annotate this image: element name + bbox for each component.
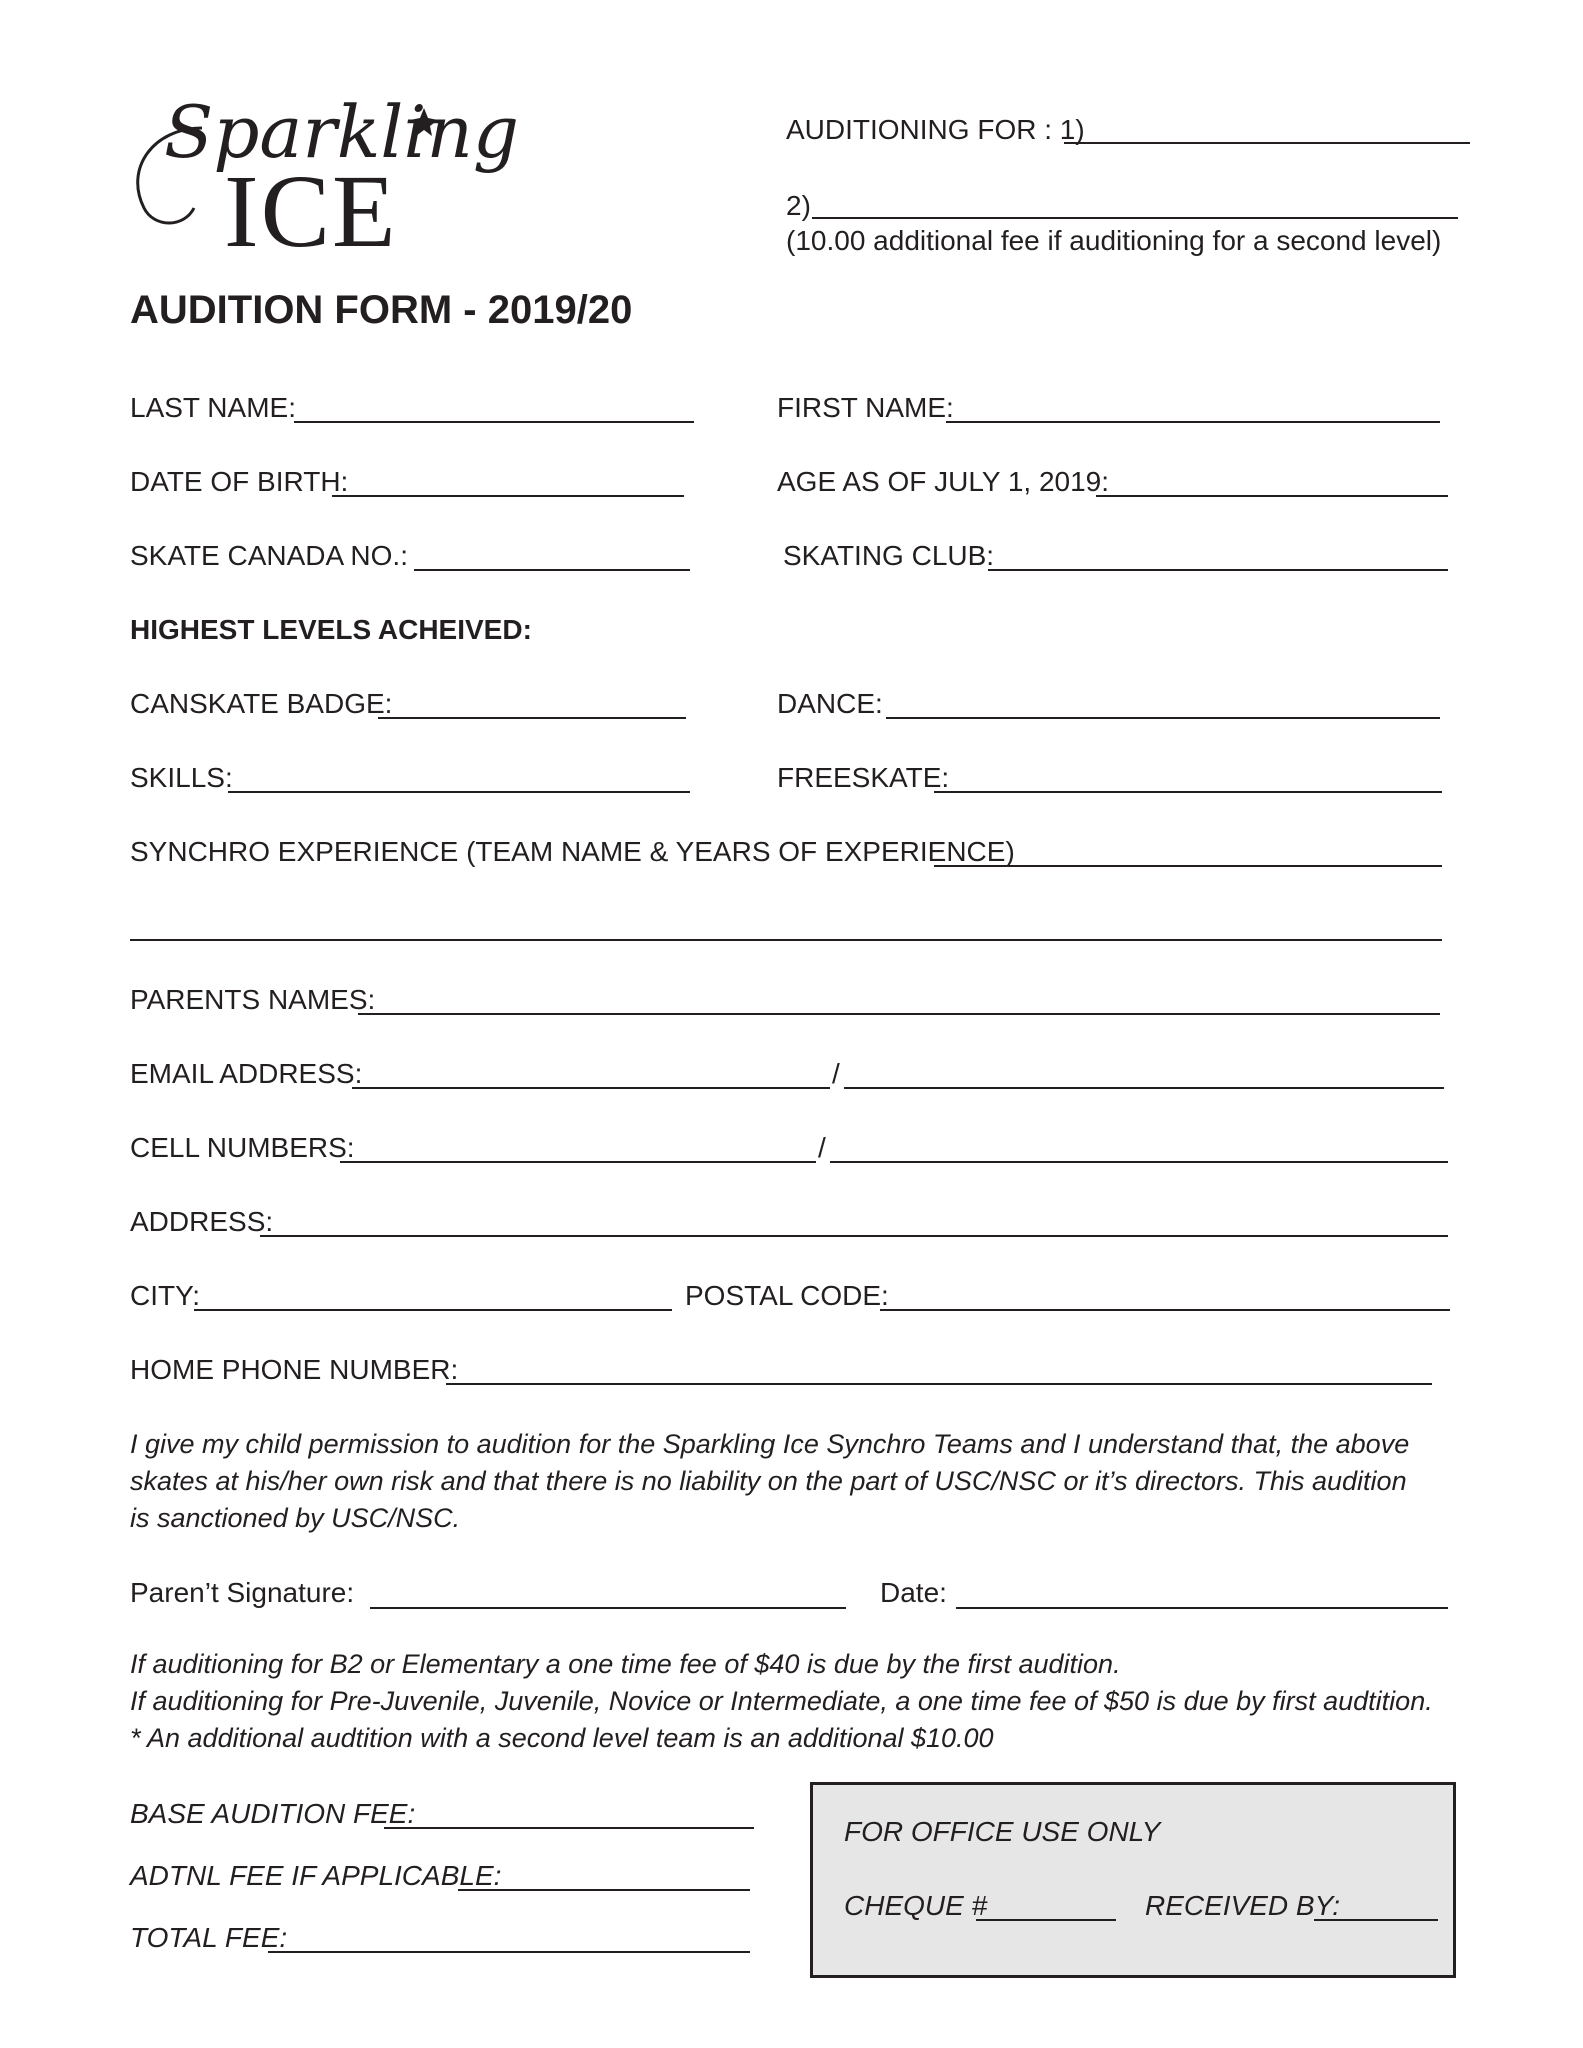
last-name-label: LAST NAME:: [130, 392, 296, 423]
logo-script-text: Sparkling: [164, 90, 519, 174]
freeskate-input[interactable]: [934, 760, 1450, 792]
skate-canada-label: SKATE CANADA NO.:: [130, 540, 408, 571]
city-label: CITY:: [130, 1280, 201, 1311]
office-use-title: FOR OFFICE USE ONLY: [844, 1816, 1161, 1847]
freeskate-label: FREESKATE:: [777, 762, 950, 793]
canskate-label: CANSKATE BADGE:: [130, 688, 393, 719]
fees-note-line-1: If auditioning for B2 or Elementary a one time fee of $40 is due by the first audition.: [130, 1649, 1121, 1679]
highest-levels-heading: HIGHEST LEVELS ACHEIVED:: [130, 614, 532, 645]
canskate-input[interactable]: [378, 686, 694, 718]
cheque-input[interactable]: [976, 1888, 1124, 1920]
first-name-label: FIRST NAME:: [777, 392, 954, 423]
fees-note-line-3: * An additional audtition with a second level team is an additional $10.00: [130, 1723, 994, 1753]
base-fee-input[interactable]: [384, 1796, 762, 1828]
cheque-label: CHEQUE #: [844, 1890, 988, 1921]
skate-canada-input[interactable]: [414, 538, 698, 570]
date-input[interactable]: [956, 1576, 1456, 1608]
auditioning-second-label: 2): [786, 190, 811, 221]
dob-label: DATE OF BIRTH:: [130, 466, 349, 497]
dance-label: DANCE:: [777, 688, 883, 719]
logo-ice-text: ICE: [224, 154, 398, 269]
date-label: Date:: [880, 1577, 947, 1608]
fees-note-line-2: If auditioning for Pre-Juvenile, Juvenile, Novice or Intermediate, a one time fee of $50 is due by first audtition.: [130, 1686, 1433, 1716]
form-title: AUDITION FORM - 2019/20: [130, 288, 633, 332]
signature-label: Paren’t Signature:: [130, 1577, 355, 1608]
email-input-2[interactable]: [844, 1056, 1452, 1088]
parents-names-label: PARENTS NAMES:: [130, 984, 376, 1015]
additional-fee-input[interactable]: [458, 1858, 758, 1890]
auditioning-for-input-1[interactable]: [1064, 110, 1478, 142]
signature-input[interactable]: [370, 1576, 854, 1608]
second-level-fee-note: (10.00 additional fee if auditioning for a second level): [786, 225, 1442, 256]
fees-note: [130, 1646, 1433, 1757]
email-input-1[interactable]: [352, 1056, 838, 1088]
skills-label: SKILLS:: [130, 762, 233, 793]
received-by-input[interactable]: [1314, 1888, 1446, 1920]
total-fee-label: TOTAL FEE:: [130, 1922, 288, 1953]
total-fee-input[interactable]: [268, 1920, 758, 1952]
home-phone-label: HOME PHONE NUMBER:: [130, 1354, 459, 1385]
email-label: EMAIL ADDRESS:: [130, 1058, 363, 1089]
postal-code-label: POSTAL CODE:: [685, 1280, 889, 1311]
base-fee-label: BASE AUDITION FEE:: [130, 1798, 416, 1829]
dob-input[interactable]: [332, 464, 692, 496]
synchro-input-1[interactable]: [934, 834, 1450, 866]
permission-line-1: I give my child permission to audition for the Sparkling Ice Synchro Teams and I understand that, the above: [130, 1429, 1410, 1459]
permission-line-2: skates at his/her own risk and that there is no liability on the part of USC/NSC or it’s directors. This audition: [130, 1466, 1407, 1496]
age-input[interactable]: [1096, 464, 1456, 496]
skating-club-input[interactable]: [988, 538, 1456, 570]
office-use-box: [810, 1782, 1456, 1978]
home-phone-input[interactable]: [446, 1352, 1440, 1384]
permission-statement: [130, 1426, 1409, 1537]
auditioning-for-line-1: [1064, 142, 1470, 144]
parents-names-input[interactable]: [358, 982, 1448, 1014]
cell-input-2[interactable]: [830, 1130, 1456, 1162]
postal-code-input[interactable]: [880, 1278, 1458, 1310]
skating-club-label: SKATING CLUB:: [783, 540, 995, 571]
cell-slash: /: [818, 1132, 826, 1163]
city-input[interactable]: [194, 1278, 680, 1310]
logo: [124, 88, 519, 269]
age-label: AGE AS OF JULY 1, 2019:: [777, 466, 1110, 497]
cell-label: CELL NUMBERS:: [130, 1132, 355, 1163]
skills-input[interactable]: [228, 760, 698, 792]
last-name-input[interactable]: [294, 390, 702, 422]
cell-input-1[interactable]: [340, 1130, 824, 1162]
auditioning-for-label: AUDITIONING FOR : 1): [786, 114, 1085, 145]
auditioning-for-input-2[interactable]: [812, 186, 1466, 218]
email-slash: /: [832, 1058, 840, 1089]
synchro-input-2[interactable]: [130, 908, 1450, 940]
address-input[interactable]: [260, 1204, 1456, 1236]
address-label: ADDRESS:: [130, 1206, 274, 1237]
additional-fee-label: ADTNL FEE IF APPLICABLE:: [130, 1860, 502, 1891]
first-name-input[interactable]: [946, 390, 1448, 422]
permission-line-3: is sanctioned by USC/NSC.: [130, 1503, 461, 1533]
received-by-label: RECEIVED BY:: [1145, 1890, 1341, 1921]
dance-input[interactable]: [886, 686, 1448, 718]
synchro-label: SYNCHRO EXPERIENCE (TEAM NAME & YEARS OF EXPERIENCE): [130, 836, 1015, 867]
